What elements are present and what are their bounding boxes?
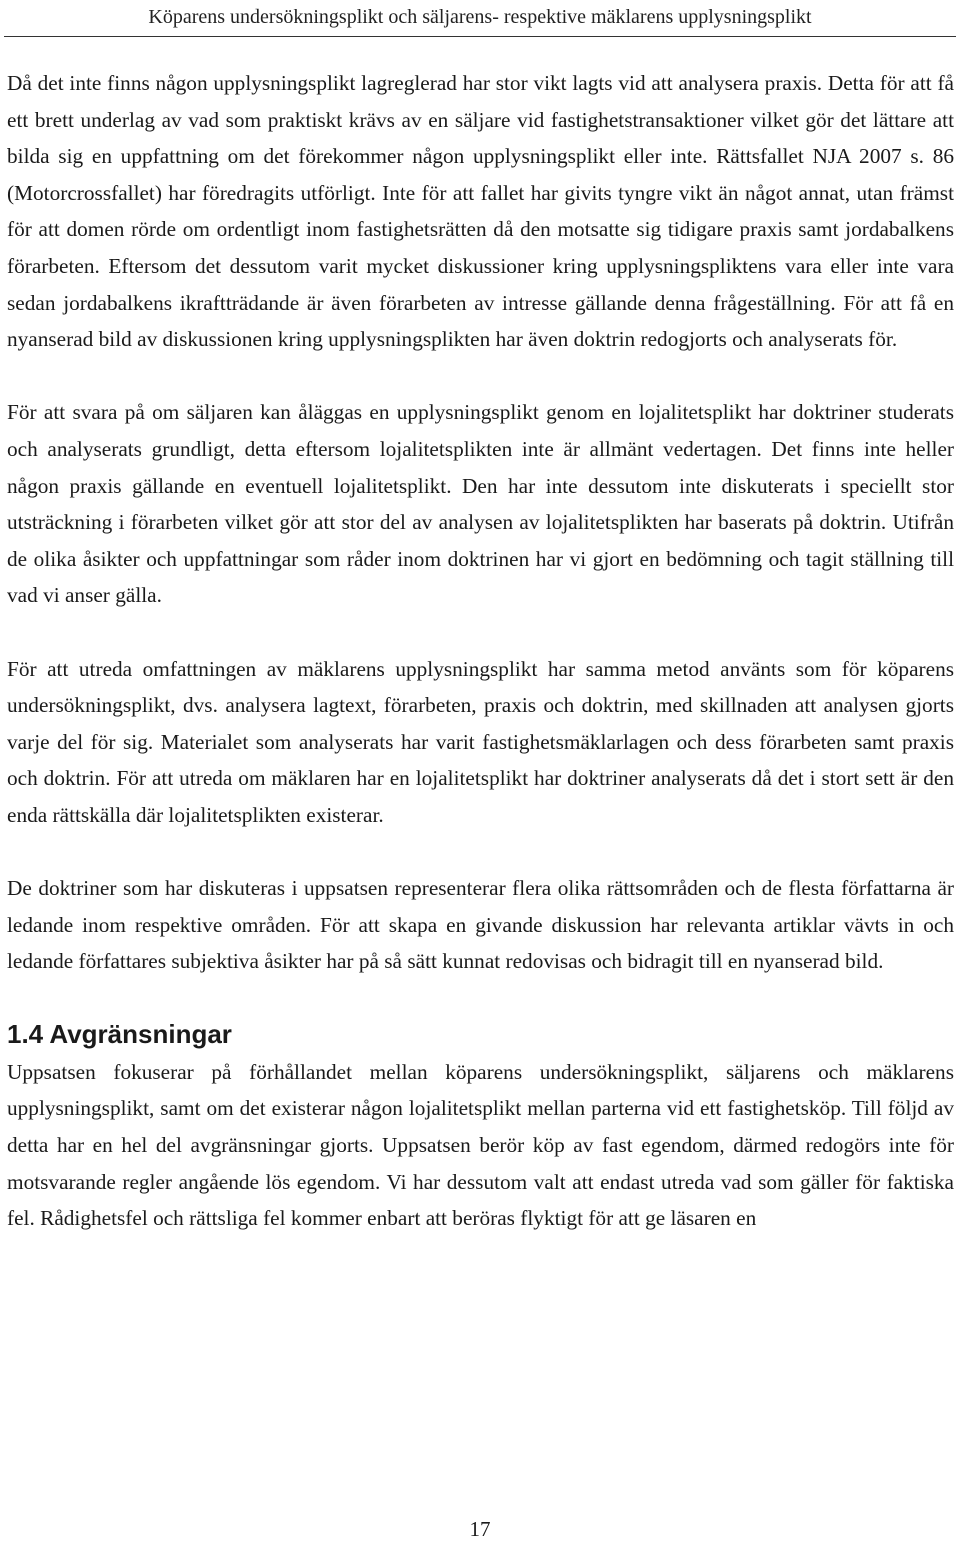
- paragraph: Då det inte finns någon upplysningsplikt lagreglerad har stor vikt lagts vid att analysera praxis. Detta för att få ett brett underlag av vad som praktiskt krävs av en säljare vid fastighetstransaktioner vilket gör det lättare att bilda sig en uppfattning om det förekommer någon upplysningsplikt eller inte. Rättsfallet NJA 2007 s. 86 (Motorcrossfallet) har föredragits utförligt. Inte för att fallet har givits tyngre vikt än något annat, utan främst för att domen rörde om ordentligt inom fastighetsrätten då den motsatte sig tidigare praxis samt jordabalkens förarbeten. Eftersom det dessutom varit mycket diskussioner kring upplysningspliktens vara eller inte vara sedan jordabalkens ikraftträdande är även förarbeten av intresse gällande denna frågeställning. För att få en nyanserad bild av diskussionen kring upplysningsplikten har även doktrin redogjorts och analyserats för.: [7, 71, 954, 352]
- header-rule: [4, 36, 956, 37]
- paragraph: De doktriner som har diskuteras i uppsatsen representerar flera olika rättsområden och de flesta författarna är ledande inom respektive områden. För att skapa en givande diskussion har relevanta artiklar vävts in och ledande författares subjektiva åsikter har på så sätt kunnat redovisas och bidragit till en nyanserad bild.: [7, 876, 954, 974]
- page-number: 17: [469, 1517, 491, 1541]
- paragraph: För att svara på om säljaren kan åläggas en upplysningsplikt genom en lojalitetsplikt har doktriner studerats och analyserats grundligt, detta eftersom lojalitetsplikten inte är allmänt vedertagen. Det finns inte heller någon praxis gällande en eventuell lojalitetsplikt. Den har inte dessutom inte diskuterats i speciellt stor utsträckning i förarbeten vilket gör att stor del av analysen av lojalitetsplikten har baserats på doktrin. Utifrån de olika åsikter och uppfattningar som råder inom doktrinen har vi gjort en bedömning och tagit ställning till vad vi anser gälla.: [7, 400, 954, 608]
- section-heading: 1.4 Avgränsningar: [7, 1018, 232, 1049]
- running-header: Köparens undersökningsplikt och säljarens- respektive mäklarens upplysningsplikt: [148, 6, 812, 28]
- paragraph: Uppsatsen fokuserar på förhållandet mellan köparens undersökningsplikt, säljarens och mäklarens upplysningsplikt, samt om det existerar någon lojalitetsplikt mellan parterna vid ett fastighetsköp. Till följd av detta har en hel del avgränsningar gjorts. Uppsatsen berör köp av fast egendom, därmed redogörs inte för motsvarande regler angående lös egendom. Vi har dessutom valt att endast utreda vad som gäller för faktiska fel. Rådighetsfel och rättsliga fel kommer enbart att beröras flyktigt för att ge läsaren en: [7, 1059, 954, 1231]
- body-text: [7, 65, 954, 1237]
- paragraph: För att utreda omfattningen av mäklarens upplysningsplikt har samma metod använts som för köparens undersökningsplikt, dvs. analysera lagtext, förarbeten, praxis och doktrin, med skillnaden att analysen gjorts varje del för sig. Materialet som analyserats har varit fastighetsmäklarlagen och dess förarbeten samt praxis och doktrin. För att utreda om mäklaren har en lojalitetsplikt har doktriner analyserats då det i stort sett är den enda rättskälla där lojalitetsplikten existerar.: [7, 656, 954, 827]
